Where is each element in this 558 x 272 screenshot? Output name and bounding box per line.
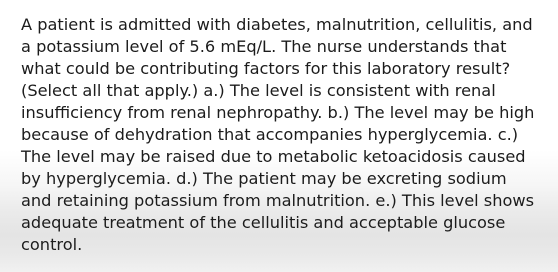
question-text: A patient is admitted with diabetes, malnutrition, cellulitis, and a potassium level of 5.6 mEq/L. The nurse understands that what could be contributing factors for this laboratory result? (Select all that apply.) a.) The level is consistent with renal insufficiency from renal nephropathy. b.) The level may be high because of dehydration that accompanies hyperglycemia. c.) The level may be raised due to metabolic ketoacidosis caused by hyperglycemia. d.) The patient may be excreting sodium and retaining potassium from malnutrition. e.) This level shows adequate treatment of the cellulitis and acceptable glucose control. bbox=[21, 15, 535, 254]
